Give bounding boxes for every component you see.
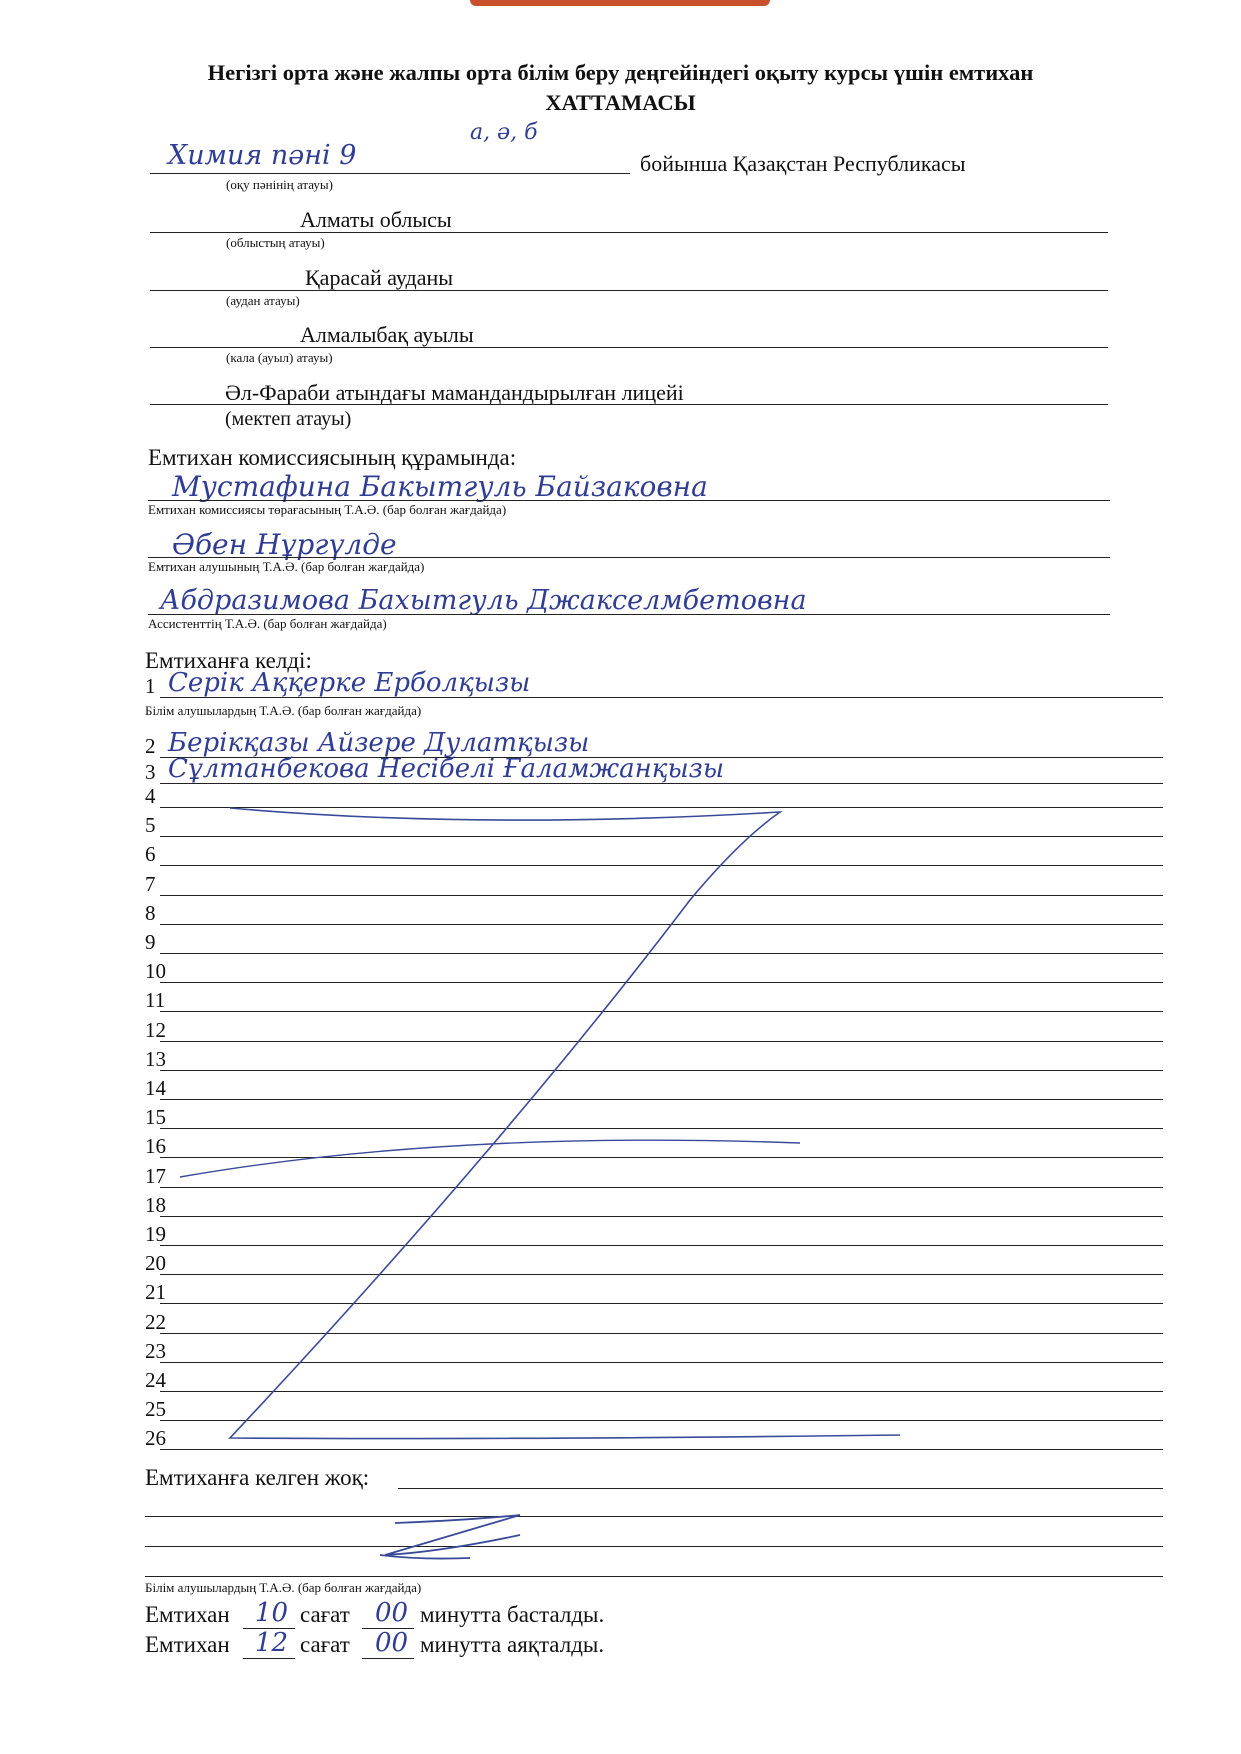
subject-suffix: бойынша Қазақстан Республикасы	[640, 151, 966, 176]
student-name: Берікқазы Айзере Дулатқызы	[168, 728, 590, 758]
row-number: 19	[145, 1222, 166, 1246]
end-suffix: минутта аяқталды.	[420, 1632, 605, 1657]
row-number: 7	[145, 871, 156, 896]
attended-heading: Емтиханға келді:	[145, 648, 312, 673]
end-hour: 12	[255, 1628, 289, 1658]
row-number: 16	[145, 1134, 166, 1159]
examiner-name: Әбен Нұргүлде	[172, 528, 397, 561]
row-number: 12	[145, 1017, 166, 1042]
row-number: 21	[145, 1280, 166, 1305]
start-prefix: Емтихан	[145, 1602, 230, 1627]
document-subtitle: ХАТТАМАСЫ	[545, 90, 696, 115]
start-hour-label: сағат	[300, 1602, 350, 1627]
document-title: Негізгі орта және жалпы орта білім беру деңгейіндегі оқыту курсы үшін емтихан	[207, 60, 1034, 85]
row-number: 24	[145, 1368, 166, 1392]
absent-caption: Білім алушылардың Т.А.Ә. (бар болған жағдайда)	[145, 1580, 422, 1595]
cancel-stroke-attended	[230, 808, 900, 1439]
school-caption: (мектеп атауы)	[225, 408, 352, 430]
row-number: 13	[145, 1046, 166, 1071]
student-name: Сұлтанбекова Несібелі Ғаламжанқызы	[168, 754, 724, 784]
subject-caption: (оқу пәнінің атауы)	[226, 177, 333, 192]
region-value: Алматы облысы	[300, 207, 452, 232]
district-caption: (аудан атауы)	[226, 293, 300, 308]
row-number: 4	[145, 784, 156, 808]
subject-value: Химия пәні 9	[168, 140, 357, 171]
row-number: 5	[145, 813, 156, 838]
row-number: 18	[145, 1192, 166, 1217]
row-number: 1	[145, 674, 156, 698]
start-hour: 10	[255, 1598, 289, 1628]
chair-caption: Емтихан комиссиясы төрағасының Т.А.Ә. (бар болған жағдайда)	[148, 502, 507, 517]
assistant-caption: Ассистенттің Т.А.Ә. (бар болған жағдайда)	[148, 616, 387, 631]
row-number: 11	[145, 988, 166, 1013]
absent-heading: Емтиханға келген жоқ:	[145, 1465, 370, 1490]
row-number: 10	[145, 959, 166, 984]
student-name: Серік Аққерке Ерболқызы	[168, 668, 531, 698]
row-number: 3	[145, 760, 156, 784]
end-prefix: Емтихан	[145, 1632, 230, 1657]
row-number: 2	[145, 734, 156, 758]
row-number: 6	[145, 842, 156, 867]
row-number: 8	[145, 900, 156, 925]
row-number: 22	[145, 1309, 166, 1334]
row-number: 25	[145, 1397, 166, 1422]
start-minute: 00	[375, 1598, 409, 1628]
district-value: Қарасай ауданы	[305, 265, 454, 290]
commission-heading: Емтихан комиссиясының құрамында:	[148, 445, 517, 470]
end-hour-label: сағат	[300, 1632, 350, 1657]
examiner-caption: Емтихан алушының Т.А.Ә. (бар болған жағдайда)	[148, 559, 425, 574]
region-caption: (облыстың атауы)	[226, 235, 325, 250]
attended-caption: Білім алушылардың Т.А.Ә. (бар болған жағдайда)	[145, 703, 422, 718]
row-number: 17	[145, 1163, 166, 1188]
city-caption: (кала (ауыл) атауы)	[226, 350, 333, 365]
row-number: 14	[145, 1076, 166, 1100]
start-suffix: минутта басталды.	[420, 1602, 605, 1627]
end-minute: 00	[375, 1628, 409, 1658]
subject-classes: а, ә, б	[470, 120, 538, 145]
row-number: 15	[145, 1105, 166, 1130]
city-value: Алмалыбақ ауылы	[300, 322, 474, 347]
row-number: 20	[145, 1251, 166, 1276]
assistant-name: Абдразимова Бахытгуль Джакселмбетовна	[160, 585, 807, 616]
chair-name: Мустафина Бакытгуль Байзаковна	[172, 470, 708, 503]
row-number: 9	[145, 930, 156, 954]
row-number: 26	[145, 1426, 166, 1451]
row-number: 23	[145, 1338, 166, 1363]
school-value: Әл-Фараби атындағы мамандандырылған лицейі	[225, 380, 684, 405]
cancel-stroke-absent	[380, 1515, 520, 1559]
stray-stroke-row17	[180, 1140, 800, 1177]
